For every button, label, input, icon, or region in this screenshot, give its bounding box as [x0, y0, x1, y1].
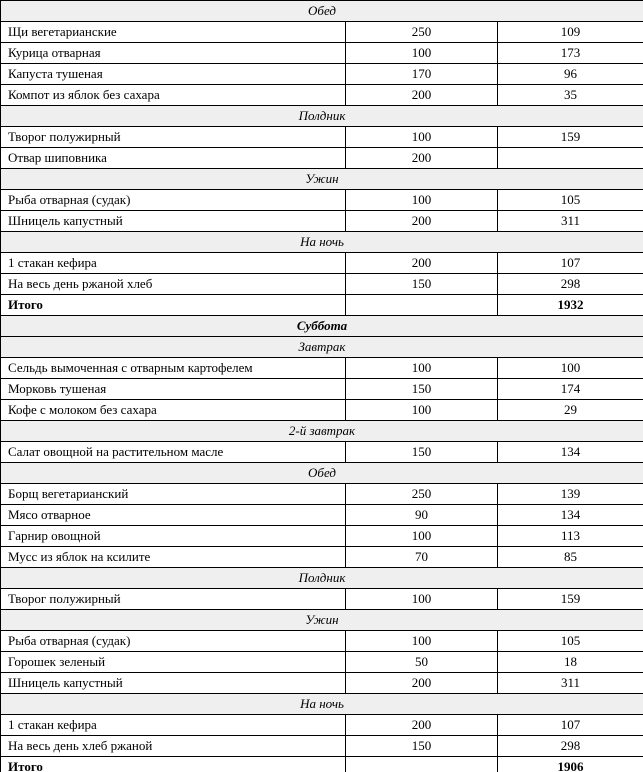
- grams-cell: 100: [346, 190, 498, 211]
- grams-cell: 100: [346, 127, 498, 148]
- calories-cell: 134: [498, 505, 643, 526]
- table-row: [1, 64, 643, 85]
- section-row: [1, 1, 643, 22]
- table-row: [1, 358, 643, 379]
- grams-cell: 100: [346, 631, 498, 652]
- total-row: [1, 295, 643, 316]
- section-row: [1, 316, 643, 337]
- table-row: [1, 85, 643, 106]
- grams-cell: 100: [346, 526, 498, 547]
- grams-cell: 100: [346, 43, 498, 64]
- grams-cell: 200: [346, 715, 498, 736]
- calories-cell: 100: [498, 358, 643, 379]
- table-row: [1, 526, 643, 547]
- dish-name-cell: Компот из яблок без сахара: [1, 85, 346, 106]
- grams-cell: 200: [346, 253, 498, 274]
- dish-name-cell: Салат овощной на растительном масле: [1, 442, 346, 463]
- calories-cell: 311: [498, 211, 643, 232]
- dish-name-cell: На весь день хлеб ржаной: [1, 736, 346, 757]
- calories-cell: 113: [498, 526, 643, 547]
- table-row: [1, 190, 643, 211]
- dish-name-cell: Рыба отварная (судак): [1, 631, 346, 652]
- section-label: Завтрак: [1, 337, 643, 358]
- grams-cell: 150: [346, 379, 498, 400]
- table-row: [1, 484, 643, 505]
- calories-cell: 173: [498, 43, 643, 64]
- grams-cell: 200: [346, 673, 498, 694]
- dish-name-cell: Сельдь вымоченная с отварным картофелем: [1, 358, 346, 379]
- dish-name-cell: 1 стакан кефира: [1, 715, 346, 736]
- table-row: [1, 400, 643, 421]
- calories-cell: 105: [498, 190, 643, 211]
- diet-menu-body: [1, 1, 643, 772]
- dish-name-cell: Курица отварная: [1, 43, 346, 64]
- grams-cell: [346, 757, 498, 772]
- section-label: Суббота: [1, 316, 643, 337]
- grams-cell: 50: [346, 652, 498, 673]
- dish-name-cell: Шницель капустный: [1, 211, 346, 232]
- table-row: [1, 379, 643, 400]
- dish-name-cell: Творог полужирный: [1, 127, 346, 148]
- dish-name-cell: Отвар шиповника: [1, 148, 346, 169]
- dish-name-cell: Рыба отварная (судак): [1, 190, 346, 211]
- section-label: Ужин: [1, 610, 643, 631]
- dish-name-cell: Гарнир овощной: [1, 526, 346, 547]
- grams-cell: 70: [346, 547, 498, 568]
- section-row: [1, 694, 643, 715]
- table-row: [1, 547, 643, 568]
- calories-cell: 159: [498, 127, 643, 148]
- grams-cell: 90: [346, 505, 498, 526]
- calories-cell: 18: [498, 652, 643, 673]
- table-row: [1, 652, 643, 673]
- section-row: [1, 337, 643, 358]
- section-label: Ужин: [1, 169, 643, 190]
- section-row: [1, 463, 643, 484]
- grams-cell: 200: [346, 211, 498, 232]
- calories-cell: 105: [498, 631, 643, 652]
- table-row: [1, 673, 643, 694]
- section-row: [1, 169, 643, 190]
- table-row: [1, 736, 643, 757]
- total-row: [1, 757, 643, 772]
- grams-cell: 170: [346, 64, 498, 85]
- calories-cell: 298: [498, 736, 643, 757]
- section-label: 2-й завтрак: [1, 421, 643, 442]
- grams-cell: 100: [346, 400, 498, 421]
- calories-cell: 134: [498, 442, 643, 463]
- section-label: Полдник: [1, 568, 643, 589]
- table-row: [1, 274, 643, 295]
- table-row: [1, 253, 643, 274]
- grams-cell: 100: [346, 358, 498, 379]
- dish-name-cell: Итого: [1, 757, 346, 772]
- dish-name-cell: Итого: [1, 295, 346, 316]
- table-row: [1, 43, 643, 64]
- dish-name-cell: На весь день ржаной хлеб: [1, 274, 346, 295]
- section-row: [1, 421, 643, 442]
- dish-name-cell: Капуста тушеная: [1, 64, 346, 85]
- grams-cell: 150: [346, 736, 498, 757]
- calories-cell: 1906: [498, 757, 643, 772]
- grams-cell: 200: [346, 85, 498, 106]
- section-row: [1, 232, 643, 253]
- grams-cell: 150: [346, 442, 498, 463]
- grams-cell: 150: [346, 274, 498, 295]
- section-label: Полдник: [1, 106, 643, 127]
- table-row: [1, 148, 643, 169]
- calories-cell: 1932: [498, 295, 643, 316]
- dish-name-cell: Мусс из яблок на ксилите: [1, 547, 346, 568]
- calories-cell: 311: [498, 673, 643, 694]
- section-label: На ночь: [1, 232, 643, 253]
- table-row: [1, 589, 643, 610]
- calories-cell: 107: [498, 715, 643, 736]
- section-label: Обед: [1, 463, 643, 484]
- grams-cell: 250: [346, 484, 498, 505]
- grams-cell: 200: [346, 148, 498, 169]
- dish-name-cell: Шницель капустный: [1, 673, 346, 694]
- table-row: [1, 442, 643, 463]
- section-row: [1, 610, 643, 631]
- calories-cell: 35: [498, 85, 643, 106]
- section-row: [1, 106, 643, 127]
- dish-name-cell: Мясо отварное: [1, 505, 346, 526]
- calories-cell: 96: [498, 64, 643, 85]
- calories-cell: 174: [498, 379, 643, 400]
- dish-name-cell: Морковь тушеная: [1, 379, 346, 400]
- grams-cell: 250: [346, 22, 498, 43]
- dish-name-cell: Кофе с молоком без сахара: [1, 400, 346, 421]
- dish-name-cell: Щи вегетарианские: [1, 22, 346, 43]
- section-label: На ночь: [1, 694, 643, 715]
- dish-name-cell: Борщ вегетарианский: [1, 484, 346, 505]
- section-row: [1, 568, 643, 589]
- dish-name-cell: Горошек зеленый: [1, 652, 346, 673]
- table-row: [1, 22, 643, 43]
- table-row: [1, 715, 643, 736]
- calories-cell: 139: [498, 484, 643, 505]
- table-row: [1, 211, 643, 232]
- grams-cell: [346, 295, 498, 316]
- section-label: Обед: [1, 1, 643, 22]
- calories-cell: 298: [498, 274, 643, 295]
- table-row: [1, 505, 643, 526]
- calories-cell: 109: [498, 22, 643, 43]
- calories-cell: 85: [498, 547, 643, 568]
- dish-name-cell: Творог полужирный: [1, 589, 346, 610]
- calories-cell: 29: [498, 400, 643, 421]
- calories-cell: [498, 148, 643, 169]
- dish-name-cell: 1 стакан кефира: [1, 253, 346, 274]
- calories-cell: 159: [498, 589, 643, 610]
- calories-cell: 107: [498, 253, 643, 274]
- table-row: [1, 631, 643, 652]
- grams-cell: 100: [346, 589, 498, 610]
- table-row: [1, 127, 643, 148]
